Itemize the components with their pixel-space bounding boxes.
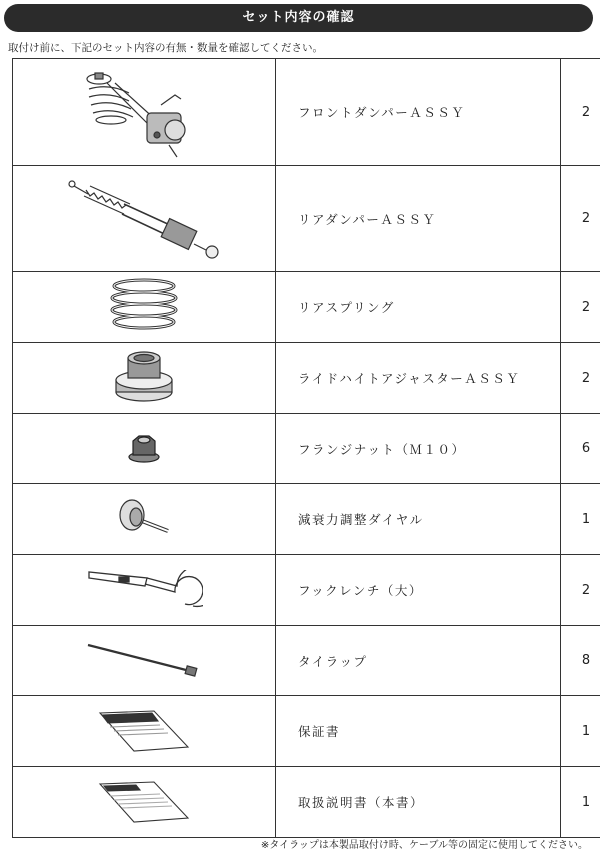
table-row [13, 555, 600, 626]
warranty-card-icon [96, 709, 192, 753]
table-row [13, 626, 600, 696]
hook-wrench-icon [85, 570, 203, 610]
table-row [13, 414, 600, 484]
item-name: タイラップ [276, 626, 561, 696]
item-qty: 1 [561, 767, 600, 838]
item-name: フックレンチ（大） [276, 555, 561, 626]
item-name: 減衰力調整ダイヤル [276, 484, 561, 555]
item-qty: 1 [561, 484, 600, 555]
table-row [13, 696, 600, 767]
section-title: セット内容の確認 [4, 4, 593, 32]
item-name: フロントダンパーＡＳＳＹ [276, 59, 561, 166]
item-qty: 2 [561, 272, 600, 343]
table-row [13, 343, 600, 414]
item-qty: 1 [561, 696, 600, 767]
footnote: ※タイラップは本製品取付け時、ケーブル等の固定に使用してください。 [260, 840, 588, 851]
item-name: ライドハイトアジャスターＡＳＳＹ [276, 343, 561, 414]
rear-damper-icon [64, 174, 224, 264]
item-qty: 8 [561, 626, 600, 696]
item-name: フランジナット（Ｍ１０） [276, 414, 561, 484]
intro-text: 取付け前に、下記のセット内容の有無・数量を確認してください。 [8, 42, 323, 54]
ride-height-adjuster-icon [112, 348, 176, 408]
item-name: リアダンパーＡＳＳＹ [276, 166, 561, 272]
front-damper-icon [69, 65, 219, 160]
item-name: リアスプリング [276, 272, 561, 343]
table-row [13, 166, 600, 272]
cable-tie-icon [86, 641, 202, 681]
damping-dial-icon [114, 497, 174, 541]
item-qty: 2 [561, 59, 600, 166]
item-name: 取扱説明書（本書） [276, 767, 561, 838]
item-name: 保証書 [276, 696, 561, 767]
item-qty: 6 [561, 414, 600, 484]
flange-nut-icon [127, 433, 161, 465]
table-row [13, 272, 600, 343]
table-row [13, 484, 600, 555]
table-row [13, 767, 600, 838]
parts-table [12, 58, 600, 838]
item-qty: 2 [561, 343, 600, 414]
manual-icon [96, 780, 192, 824]
item-qty: 2 [561, 555, 600, 626]
table-row [13, 59, 600, 166]
rear-spring-icon [104, 278, 184, 336]
item-qty: 2 [561, 166, 600, 272]
